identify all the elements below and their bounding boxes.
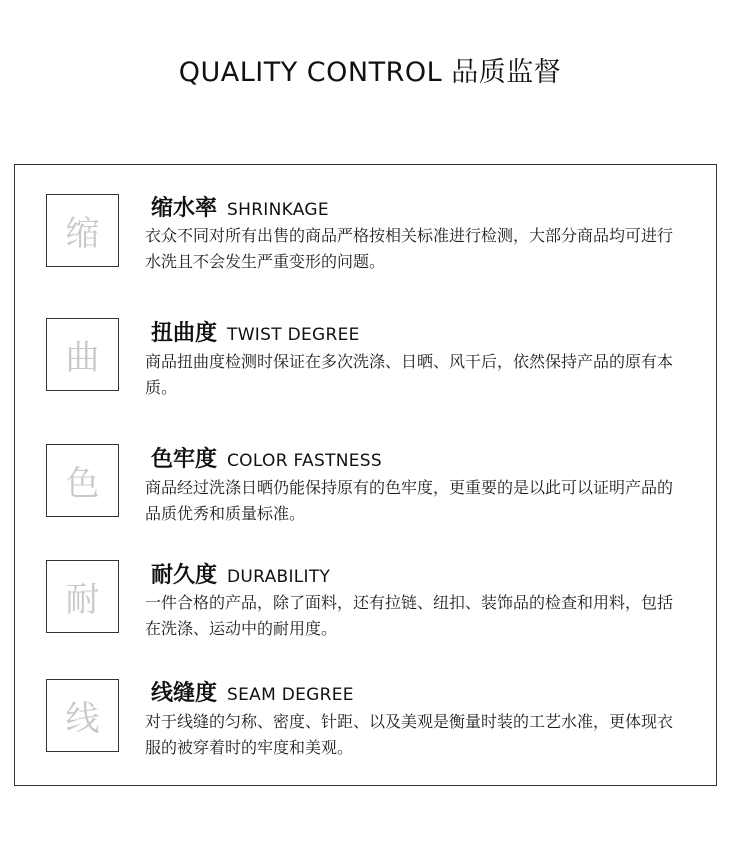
shrink-glyph-icon: 缩 — [46, 194, 119, 267]
item-title-zh: 线缝度 — [151, 681, 218, 706]
item-title — [151, 676, 354, 707]
item-title — [151, 191, 329, 222]
item-description: 商品扭曲度检测时保证在多次洗涤、日晒、风干后，依然保持产品的原有本质。 — [145, 352, 674, 397]
twist-glyph-icon: 曲 — [46, 318, 119, 391]
color-glyph-icon: 色 — [46, 444, 119, 517]
item-title-en: COLOR FASTNESS — [227, 451, 382, 471]
item-title-en: TWIST DEGREE — [227, 325, 360, 345]
item-description: 衣众不同对所有出售的商品严格按相关标准进行检测，大部分商品均可进行水洗且不会发生严重变形的问题。 — [145, 226, 674, 271]
item-description: 商品经过洗涤日晒仍能保持原有的色牢度，更重要的是以此可以证明产品的品质优秀和质量标准。 — [145, 478, 674, 523]
item-title-zh: 扭曲度 — [151, 321, 218, 346]
seam-glyph-icon: 线 — [46, 679, 119, 752]
item-title-zh: 耐久度 — [151, 563, 218, 588]
item-title-zh: 色牢度 — [151, 447, 218, 472]
item-description: 对于线缝的匀称、密度、针距、以及美观是衡量时装的工艺水准，更体现衣服的被穿着时的牢度和美观。 — [145, 712, 674, 757]
item-title-en: SHRINKAGE — [227, 200, 329, 220]
quality-panel — [14, 164, 717, 786]
item-title — [151, 558, 330, 589]
item-title — [151, 442, 382, 473]
item-title-en: DURABILITY — [227, 567, 331, 587]
item-title — [151, 316, 360, 347]
item-title-zh: 缩水率 — [151, 196, 218, 221]
page-title: QUALITY CONTROL 品质监督 — [178, 57, 562, 88]
item-description: 一件合格的产品，除了面料，还有拉链、纽扣、装饰品的检查和用料，包括在洗涤、运动中的耐用度。 — [145, 593, 674, 638]
item-title-en: SEAM DEGREE — [227, 685, 354, 705]
durability-glyph-icon: 耐 — [46, 560, 119, 633]
